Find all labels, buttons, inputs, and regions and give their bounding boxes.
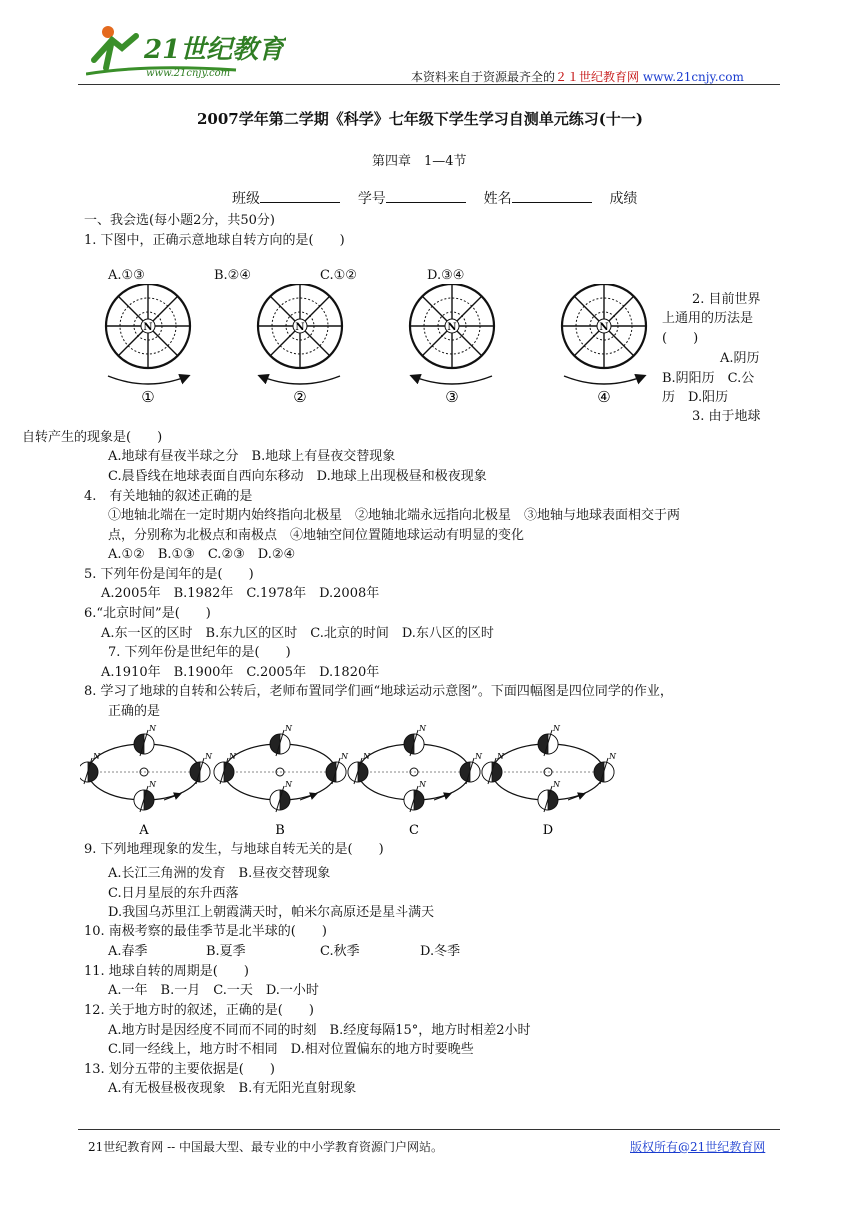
source-url[interactable]: www.21cnjy.com	[642, 70, 744, 84]
north-pole-label: N	[295, 322, 305, 333]
q3-cont: 自转产生的现象是( )	[22, 430, 163, 445]
earth-lit-half	[538, 790, 548, 810]
q1-globe-1	[106, 284, 190, 406]
earth-north-label: N	[419, 780, 426, 789]
earth-north-label: N	[285, 724, 292, 733]
earth-north-label: N	[229, 752, 236, 761]
footer-copyright-link[interactable]: 版权所有@21世纪教育网	[630, 1140, 766, 1154]
earth-north-label: N	[149, 724, 156, 733]
north-pole-label: N	[447, 322, 457, 333]
q4-stem: 4. 有关地轴的叙述正确的是	[84, 489, 253, 504]
q10-opt-a: A.春季	[108, 944, 148, 959]
q6-stem: 6.“北京时间”是( )	[84, 606, 211, 621]
earth-icon	[404, 780, 427, 812]
earth-lit-half	[214, 762, 224, 782]
earth-icon	[482, 752, 505, 784]
q1-globe-4	[562, 284, 646, 406]
q8-diagram-C	[348, 724, 483, 838]
q7-options: A.1910年 B.1900年 C.2005年 D.1820年	[101, 665, 380, 680]
earth-lit-half	[482, 762, 492, 782]
q2-line6: 历 D.阳历	[662, 390, 729, 405]
earth-icon	[214, 752, 237, 784]
q4-line2: 点，分别称为北极点和南极点 ④地轴空间位置随地球运动有明显的变化	[108, 528, 525, 543]
footer-rule	[78, 1129, 780, 1130]
earth-north-label: N	[553, 780, 560, 789]
q1-figure-label: ①	[141, 388, 155, 406]
earth-icon	[134, 780, 157, 812]
site-logo	[86, 18, 286, 80]
q8-figure-label: A	[139, 823, 149, 838]
q13-options: A.有无极昼极夜现象 B.有无阳光直射现象	[108, 1081, 357, 1096]
q5-options: A.2005年 B.1982年 C.1978年 D.2008年	[101, 586, 380, 601]
earth-north-label: N	[609, 752, 616, 761]
q8-diagram-A	[80, 724, 213, 838]
q11-options: A.一年 B.一月 C.一天 D.一小时	[108, 983, 319, 998]
q2-line5: B.阴阳历 C.公	[662, 371, 755, 386]
earth-north-label: N	[93, 752, 100, 761]
number-blank[interactable]	[386, 190, 466, 203]
student-info	[232, 188, 637, 208]
q8-figure-label: B	[275, 823, 285, 838]
q1-figure-label: ③	[445, 388, 459, 406]
q9-opt1: A.长江三角洲的发育 B.昼夜交替现象	[108, 866, 331, 881]
north-pole-label: N	[599, 322, 609, 333]
logo-text: 21世纪教育	[144, 35, 285, 65]
page-subtitle: 第四章 1—4节	[372, 154, 467, 169]
q1-globe-3	[410, 284, 494, 406]
q1-option-d: D.③④	[427, 268, 465, 283]
earth-icon	[270, 724, 293, 756]
earth-lit-half	[404, 790, 414, 810]
earth-icon	[326, 752, 349, 784]
score-label: 成绩	[609, 191, 638, 207]
q8-diagram-B	[214, 724, 349, 838]
number-label: 学号	[357, 191, 386, 207]
earth-north-label: N	[285, 780, 292, 789]
q8-figure-label: D	[542, 823, 554, 838]
earth-north-label: N	[205, 752, 212, 761]
earth-icon	[404, 724, 427, 756]
q6-options: A.东一区的区时 B.东九区的区时 C.北京的时间 D.东八区的区时	[101, 626, 494, 641]
q9-opt2: C.日月星辰的东升西落	[108, 886, 239, 901]
orbit-arrow	[300, 794, 316, 800]
earth-icon	[538, 724, 561, 756]
earth-icon	[538, 780, 561, 812]
q1-option-c: C.①②	[320, 268, 357, 283]
q8-diagram-D	[482, 724, 617, 838]
q1-figure-label: ②	[293, 388, 307, 406]
earth-icon	[594, 752, 617, 784]
q3-opt1: A.地球有昼夜半球之分 B.地球上有昼夜交替现象	[108, 449, 396, 464]
earth-lit-half	[80, 762, 88, 782]
earth-north-label: N	[419, 724, 426, 733]
q2-line2: 上通用的历法是	[662, 311, 754, 326]
rotation-arrow	[108, 376, 188, 384]
earth-north-label: N	[341, 752, 348, 761]
name-blank[interactable]	[512, 190, 592, 203]
q13-stem: 13. 划分五带的主要依据是( )	[84, 1062, 275, 1077]
q12-stem: 12. 关于地方时的叙述，正确的是( )	[84, 1003, 314, 1018]
north-pole-label: N	[143, 322, 153, 333]
source-prefix: 本资料来自于资源最齐全的	[411, 70, 556, 84]
rotation-arrow	[412, 376, 492, 384]
q10-stem: 10. 南极考察的最佳季节是北半球的( )	[84, 924, 327, 939]
q5-stem: 5. 下列年份是闰年的是( )	[84, 567, 254, 582]
rotation-arrow	[260, 376, 340, 384]
q9-opt3: D.我国乌苏里江上朝霞满天时，帕米尔高原还是星斗满天	[108, 905, 435, 920]
q10-opt-c: C.秋季	[320, 944, 360, 959]
q1-figures	[90, 284, 650, 408]
q4-line1: ①地轴北端在一定时期内始终指向北极星 ②地轴北端永远指向北极星 ③地轴与地球表面相交于两	[108, 508, 681, 523]
orbit-arrow	[568, 794, 584, 800]
earth-lit-half	[348, 762, 358, 782]
earth-icon	[348, 752, 371, 784]
earth-icon	[134, 724, 157, 756]
orbit-arrow	[164, 794, 180, 800]
q1-option-b: B.②④	[214, 268, 251, 283]
earth-north-label: N	[475, 752, 482, 761]
earth-north-label: N	[149, 780, 156, 789]
earth-lit-half	[134, 790, 144, 810]
q1-option-a: A.①③	[108, 268, 145, 283]
q4-options: A.①② B.①③ C.②③ D.②④	[108, 547, 296, 562]
q2-line1: 2. 目前世界	[692, 292, 761, 307]
q3-start: 3. 由于地球	[692, 409, 761, 424]
earth-lit-half	[270, 790, 280, 810]
q2-line4: A.阴历	[720, 351, 760, 366]
q2-line3: ( )	[662, 331, 699, 346]
earth-icon	[270, 780, 293, 812]
q1-globe-2	[258, 284, 342, 406]
q10-opt-d: D.冬季	[420, 944, 461, 959]
footer-left: 21世纪教育网 -- 中国最大型、最专业的中小学教育资源门户网站。	[88, 1140, 444, 1154]
q8-figures	[80, 716, 620, 838]
earth-icon	[460, 752, 483, 784]
orbit-arrow	[434, 794, 450, 800]
q8-line2: 正确的是	[108, 704, 161, 719]
header-source	[411, 68, 744, 85]
header-rule	[78, 84, 780, 85]
earth-north-label: N	[363, 752, 370, 761]
q8-figure-label: C	[409, 823, 419, 838]
q7-stem: 7. 下列年份是世纪年的是( )	[108, 645, 291, 660]
q9-stem: 9. 下列地理现象的发生，与地球自转无关的是( )	[84, 842, 384, 857]
q10-opt-b: B.夏季	[206, 944, 246, 959]
q1-stem: 1. 下图中，正确示意地球自转方向的是( )	[84, 233, 345, 248]
q8-line1: 8. 学习了地球的自转和公转后，老师布置同学们画“地球运动示意图”。下面四幅图是四位同学的作业，	[84, 684, 673, 699]
earth-icon	[190, 752, 213, 784]
q3-opt2: C.晨昏线在地球表面自西向东移动 D.地球上出现极昼和极夜现象	[108, 469, 487, 484]
earth-north-label: N	[553, 724, 560, 733]
class-blank[interactable]	[260, 190, 340, 203]
source-site[interactable]: ２１世纪教育网	[555, 70, 640, 84]
page-title: 2007学年第二学期《科学》七年级下学生学习自测单元练习(十一)	[197, 110, 643, 128]
earth-north-label: N	[497, 752, 504, 761]
q12-opt1: A.地方时是因经度不同而不同的时刻 B.经度每隔15°，地方时相差2小时	[108, 1023, 531, 1038]
earth-icon	[80, 752, 101, 784]
rotation-arrow	[564, 376, 644, 384]
section-heading: 一、我会选(每小题2分，共50分)	[84, 213, 275, 228]
q1-figure-label: ④	[597, 388, 611, 406]
q11-stem: 11. 地球自转的周期是( )	[84, 964, 249, 979]
logo-url: www.21cnjy.com	[146, 68, 231, 79]
class-label: 班级	[232, 191, 260, 207]
q12-opt2: C.同一经线上，地方时不相同 D.相对位置偏东的地方时要晚些	[108, 1042, 474, 1057]
name-label: 姓名	[483, 191, 512, 207]
